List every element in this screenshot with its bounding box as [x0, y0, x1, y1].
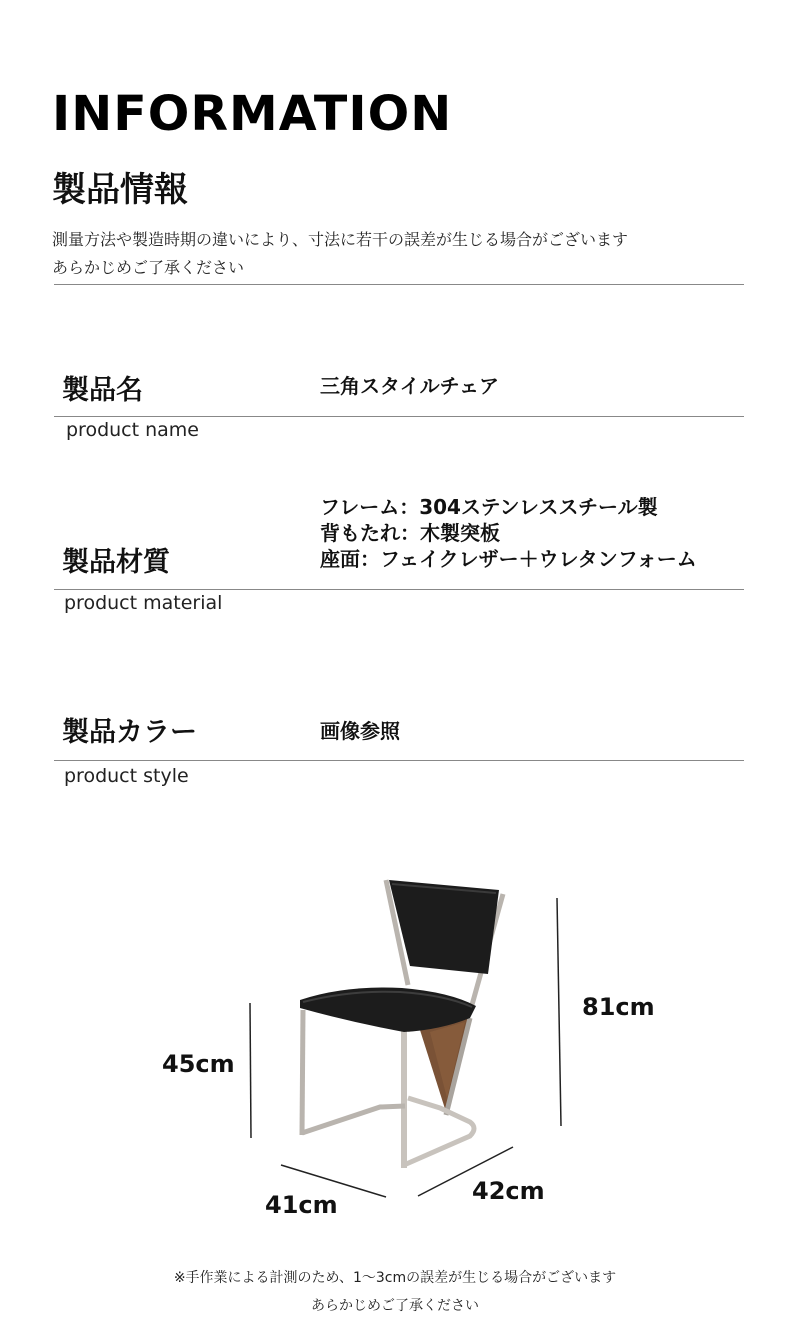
- product-info-heading: 製品情報: [52, 170, 188, 210]
- notice-line-2: あらかじめご了承ください: [52, 258, 245, 277]
- material-seat: 座面：フェイクレザー＋ウレタンフォーム: [320, 547, 697, 571]
- dimension-height: 81cm: [582, 993, 655, 1021]
- left-runner: [302, 1106, 405, 1133]
- information-heading: INFORMATION: [52, 86, 453, 142]
- backrest-cushion: [389, 880, 499, 974]
- spec-value-name: 三角スタイルチェア: [320, 374, 499, 398]
- dimension-width: 41cm: [265, 1191, 338, 1219]
- right-runner: [404, 1098, 474, 1165]
- footer-note-2: あらかじめご了承ください: [311, 1298, 479, 1314]
- spec-sub-name: product name: [66, 419, 199, 441]
- dimension-depth: 42cm: [472, 1177, 545, 1205]
- spec-value-color: 画像参照: [320, 719, 400, 743]
- footer-note-1: ※手作業による計測のため、1〜3cmの誤差が生じる場合がございます: [173, 1270, 617, 1286]
- seat-height-dimension-line: [250, 1003, 251, 1138]
- spec-label-name: 製品名: [62, 375, 143, 406]
- spec-label-color: 製品カラー: [62, 717, 197, 748]
- dimension-seat-height: 45cm: [162, 1050, 235, 1078]
- front-left-leg: [302, 1010, 303, 1135]
- spec-sub-material: product material: [64, 592, 223, 614]
- spec-sub-color: product style: [64, 765, 189, 787]
- notice-line-1: 測量方法や製造時期の違いにより、寸法に若干の誤差が生じる場合がございます: [52, 230, 629, 249]
- material-frame: フレーム：304ステンレススチール製: [320, 495, 658, 519]
- spec-label-material: 製品材質: [62, 547, 170, 578]
- height-dimension-line: [557, 898, 561, 1126]
- material-backrest: 背もたれ：木製突板: [320, 521, 500, 545]
